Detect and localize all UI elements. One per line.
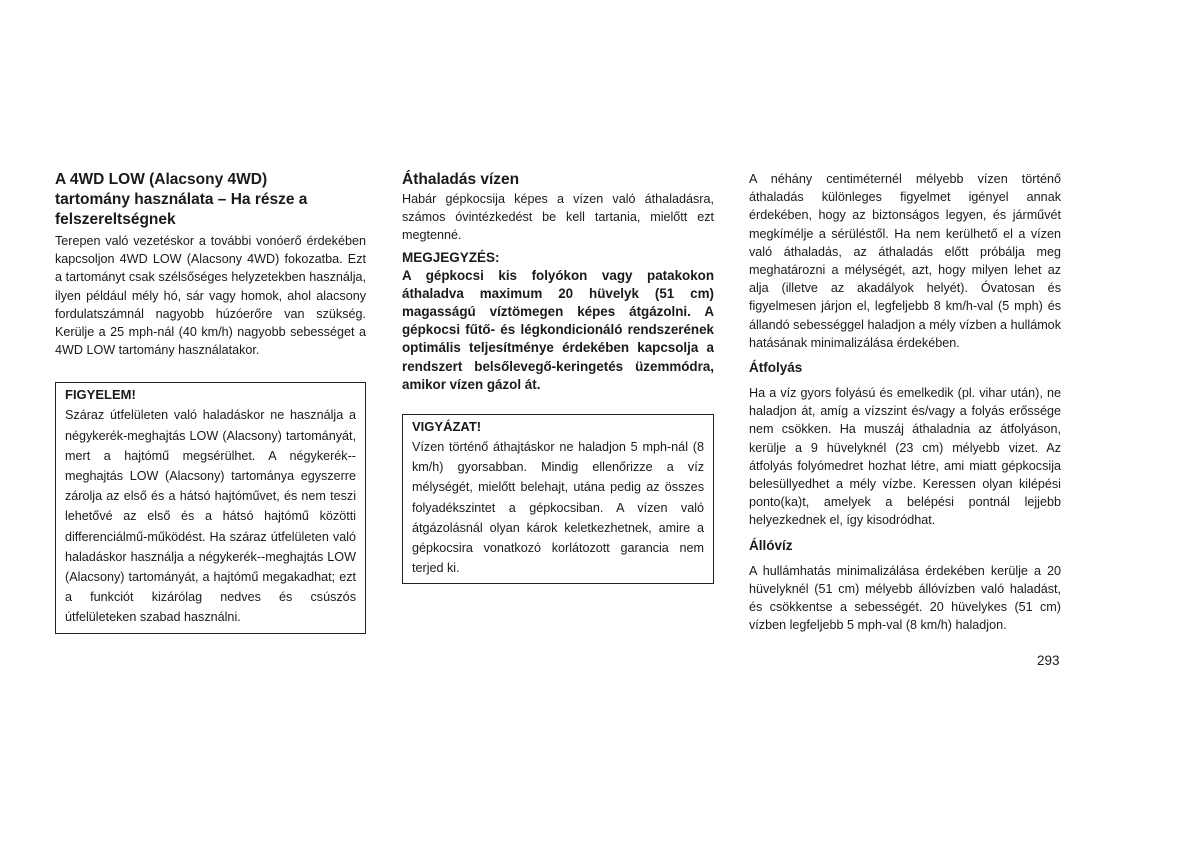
section-heading-water-crossing: Áthaladás vízen [402, 171, 520, 188]
middle-column [402, 170, 714, 584]
left-column [55, 170, 366, 634]
section-heading-4wd-low: A 4WD LOW (Alacsony 4WD) tartomány használata – Ha része a felszereltségnek [55, 171, 308, 228]
right-column [749, 170, 1061, 634]
page-number: 293 [1037, 653, 1060, 668]
section-body-water-crossing: Habár gépkocsija képes a vízen való áthaladásra, számos óvintézkedést be kell tartania, mielőtt ezt megtenné. [402, 192, 714, 243]
caution-title: VIGYÁZAT! [412, 419, 482, 435]
section-heading-standing-water: Állóvíz [749, 537, 793, 553]
section-heading-flow: Átfolyás [749, 360, 803, 376]
caution-text: Vízen történő áthajtáskor ne haladjon 5 mph-nál (8 km/h) gyorsabban. Mindig ellenőrizze a víz mélységét, mielőtt belehajt, utána pedig az összes folyadékszintet a gépkocsiban. A vízen való átgázolásnál olyan károk keletkezhetnek, amire a gépkocsira vonatkozó korlátozott garancia nem terjed ki. [412, 440, 704, 576]
caution-box [402, 414, 714, 584]
note-label: MEGJEGYZÉS: [402, 249, 500, 265]
section-body-standing-water: A hullámhatás minimalizálása érdekében kerülje a 20 hüvelyknél (51 cm) mélyebb állóvízben való haladást, és csökkentse a sebességét. 20 hüvelykes (51 cm) vízben legfeljebb 5 mph-val (8 km/h) haladjon. [749, 563, 1061, 633]
note-text: A gépkocsi kis folyókon vagy patakokon áthaladva maximum 20 hüvelyk (51 cm) magasságú víztömegen képes átgázolni. A gépkocsi fűtő- és légkondicionáló rendszerének optimális teljesítménye érdekében kapcsolja a rendszert belsőlevegő-keringetés üzemmódra, amikor vízen gázol át. [402, 267, 714, 392]
warning-text: Száraz útfelületen való haladáskor ne használja a négykerék-meghajtás LOW (Alacsony) tartományát, mert a hajtómű megsérülhet. A négykerék--meghajtás LOW (Alacsony) tartománya egyszerre zárolja az első és a hátsó hajtóművet, és nem teszi lehetővé az első és a hátsó hajtómű közötti differenciálmű-működést. Ha száraz útfelületen való haladáskor használja a négykerék--meghajtás LOW (Alacsony) tartományát, a hajtómű megakadhat; ezt a funkciót kizárólag nedves és csúszós útfelületeken szabad használni. [65, 408, 356, 625]
warning-box [55, 382, 366, 633]
section-body-deep-water: A néhány centiméternél mélyebb vízen történő áthaladás különleges figyelmet igényel annak érdekében, hogy az biztonságos legyen, és járművét megkímélje a sérüléstől. Ha nem kerülhető el a vízen való áthaladás, az áthaladás előtt próbálja meg meghatározni a mélységét, azt, hogy milyen lehet az alja (illetve az akadályok helyét). Óvatosan és figyelmesen járjon el, legfeljebb 8 km/h-val (5 mph) és állandó sebességgel haladjon a mély vízben a hullámok hatásának minimalizálása érdekében. [749, 172, 1061, 350]
section-body-4wd-low: Terepen való vezetéskor a további vonóerő érdekében kapcsoljon 4WD LOW (Alacsony 4WD) fokozatba. Ezt a tartományt csak szélsőséges helyzetekben használja, ilyen például mély hó, sár vagy homok, ahol alacsony fordulatszámnál nagyobb húzóerőre van szükség. Kerülje a 25 mph-nál (40 km/h) nagyobb sebességet a 4WD LOW tartomány használatakor. [55, 234, 366, 358]
warning-title: FIGYELEM! [65, 387, 136, 403]
section-body-flow: Ha a víz gyors folyású és emelkedik (pl. vihar után), ne haladjon át, amíg a vízszint és/vagy a folyás erőssége nem csökken. Ha muszáj áthaladnia az átfolyáson, kerülje a 9 hüvelyknél (23 cm) mélyebb vizet. Az átfolyás folyómedret hozhat létre, ami miatt gépkocsija belesüllyedhet a mély vízbe. Keressen olyan kilépési ponto(ka)t, amelyek a belépési pontnál lejjebb helyezkednek el, így kisodródhat. [749, 386, 1061, 528]
